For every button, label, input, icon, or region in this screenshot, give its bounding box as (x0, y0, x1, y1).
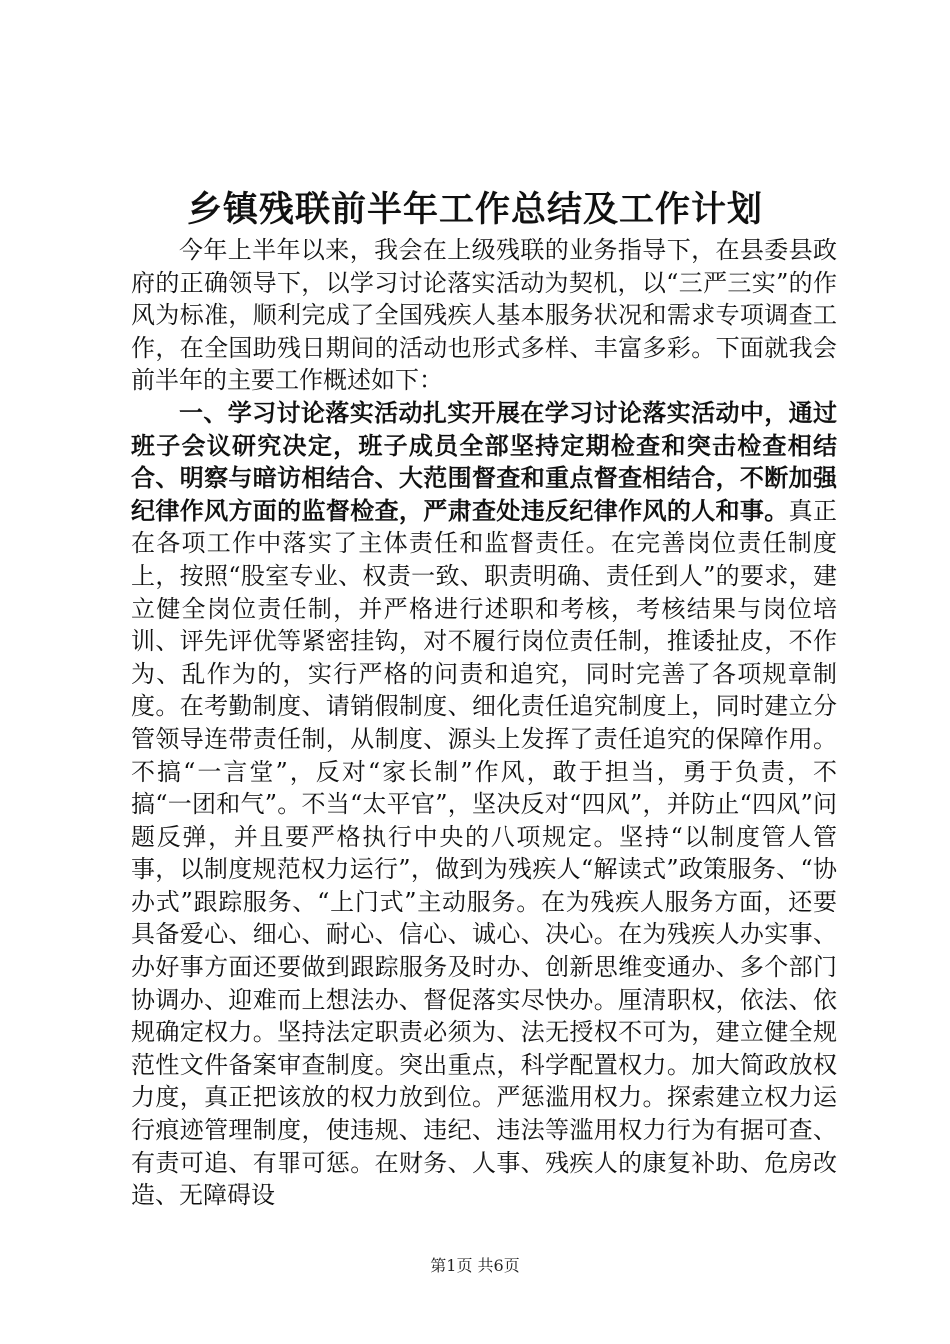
intro-paragraph: 今年上半年以来，我会在上级残联的业务指导下，在县委县政府的正确领导下，以学习讨论落实活动为契机，以“三严三实”的作风为标准，顺利完成了全国残疾人基本服务状况和需求专项调查工作，在全国助残日期间的活动也形式多样、丰富多彩。下面就我会前半年的主要工作概述如下： (131, 236, 837, 395)
section-1-heading: 一、学习讨论落实活动扎实开展在学习讨论落实活动中，通过班子会议研究决定，班子成员全部坚持定期检查和突击检查相结合、明察与暗访相结合、大范围督查和重点督查相结合，不断加强纪律作风方面的监督检查，严肃查处违反纪律作风的人和事。 (131, 397, 837, 525)
document-body (131, 234, 837, 1212)
section-1-body: 真正在各项工作中落实了主体责任和监督责任。在完善岗位责任制度上，按照“股室专业、权责一致、职责明确、责任到人”的要求，建立健全岗位责任制，并严格进行述职和考核，考核结果与岗位培训、评先评优等紧密挂钩，对不履行岗位责任制，推诿扯皮，不作为、乱作为的，实行严格的问责和追究，同时完善了各项规章制度。在考勤制度、请销假制度、细化责任追究制度上，同时建立分管领导连带责任制，从制度、源头上发挥了责任追究的保障作用。不搞“一言堂”，反对“家长制”作风，敢于担当，勇于负责，不搞“一团和气”。不当“太平官”，坚决反对“四风”，并防止“四风”问题反弹，并且要严格执行中央的八项规定。坚持“以制度管人管事，以制度规范权力运行”，做到为残疾人“解读式”政策服务、“协办式”跟踪服务、“上门式”主动服务。在为残疾人服务方面，还要具备爱心、细心、耐心、信心、诚心、决心。在为残疾人办实事、办好事方面还要做到跟踪服务及时办、创新思维变通办、多个部门协调办、迎难而上想法办、督促落实尽快办。厘清职权，依法、依规确定权力。坚持法定职责必须为、法无授权不可为，建立健全规范性文件备案审查制度。突出重点，科学配置权力。加大简政放权力度，真正把该放的权力放到位。严惩滥用权力。探索建立权力运行痕迹管理制度，使违规、违纪、违法等滥用权力行为有据可查、有责可追、有罪可惩。在财务、人事、残疾人的康复补助、危房改造、无障碍设 (131, 496, 837, 1210)
section-1-paragraph (131, 397, 837, 1212)
document-title: 乡镇残联前半年工作总结及工作计划 (186, 189, 763, 230)
page-number-footer: 第1页 共6页 (430, 1256, 520, 1275)
